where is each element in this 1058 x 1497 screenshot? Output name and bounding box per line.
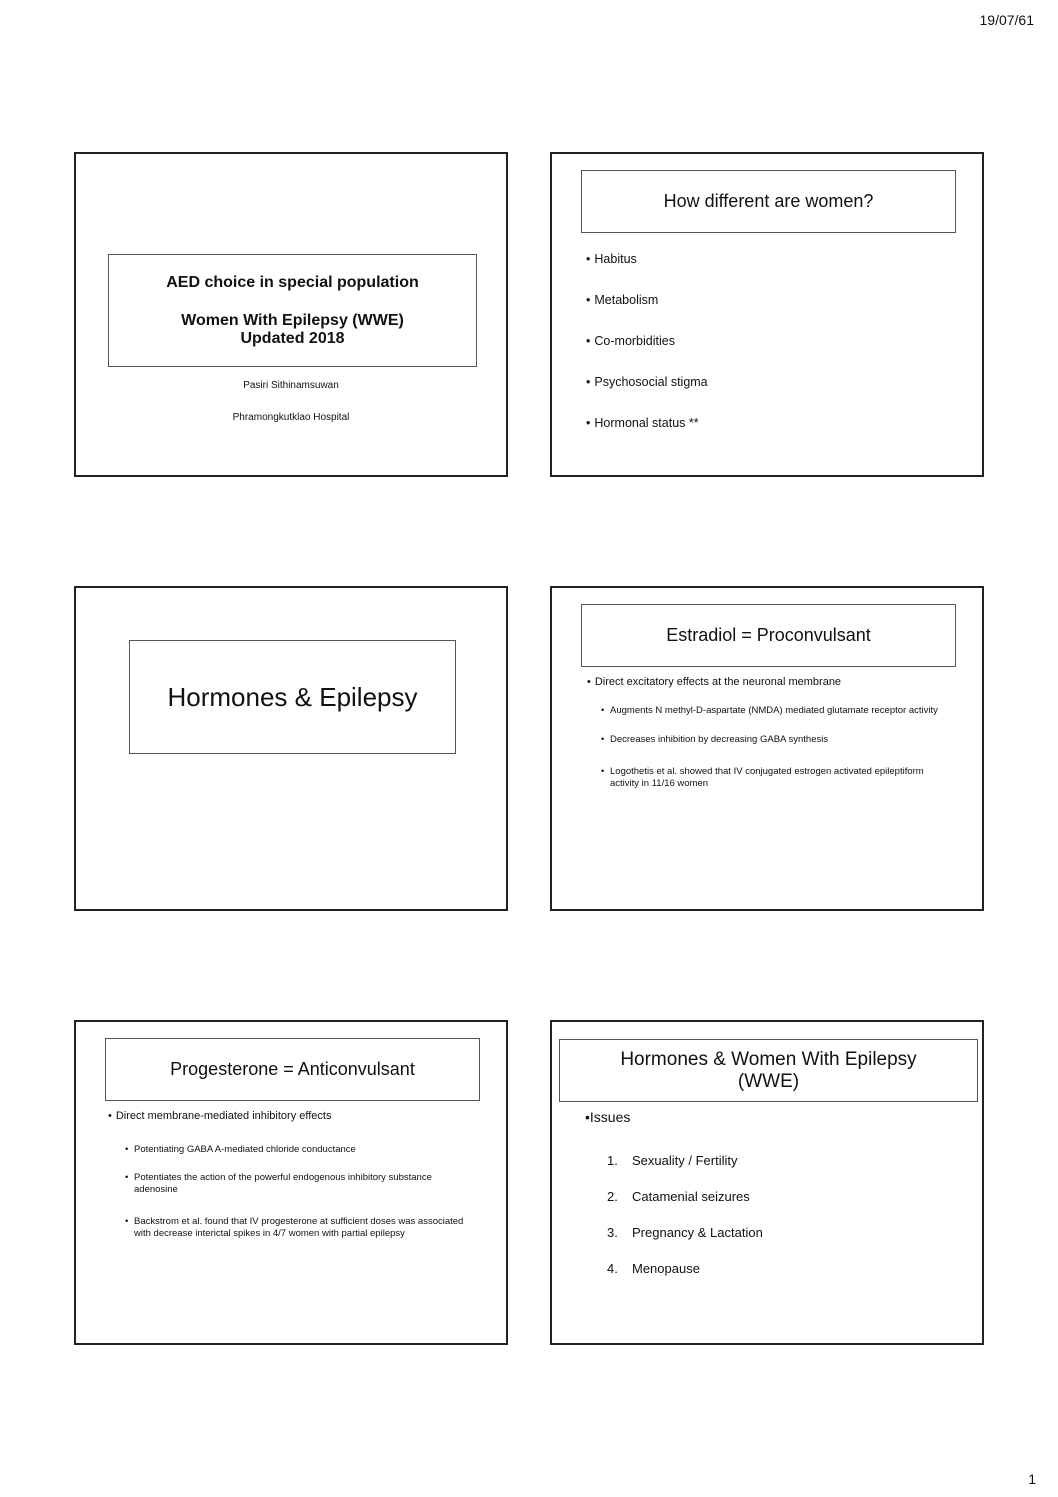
item-text: Sexuality / Fertility <box>632 1153 738 1168</box>
slide-5-sub-bullet: • Potentiates the action of the powerful endogenous inhibitory substance adenosine <box>134 1172 464 1196</box>
item-text: Pregnancy & Lactation <box>632 1225 763 1240</box>
list-item: • Habitus <box>586 252 637 266</box>
slide-4 <box>550 586 984 911</box>
slide-3-title-box <box>129 640 456 754</box>
slide-4-title-box <box>581 604 956 667</box>
slide-1-title: AED choice in special population <box>166 273 419 291</box>
list-item <box>607 1153 737 1168</box>
list-item: • Hormonal status ** <box>586 416 699 430</box>
list-item <box>607 1261 700 1276</box>
list-item: • Co-morbidities <box>586 334 675 348</box>
slide-1-author: Pasiri Sithinamsuwan <box>243 380 339 391</box>
slide-6-title-box <box>559 1039 978 1102</box>
slide-4-sub-bullet: • Augments N methyl-D-aspartate (NMDA) mediated glutamate receptor activity <box>610 705 970 717</box>
item-text: Menopause <box>632 1261 700 1276</box>
item-number: 2. <box>607 1189 618 1204</box>
slide-6-bullet <box>585 1109 630 1125</box>
slide-2-title: How different are women? <box>663 191 874 211</box>
slide-5-bullet: • Direct membrane-mediated inhibitory effects <box>108 1110 331 1122</box>
list-item <box>607 1189 750 1204</box>
slide-3 <box>74 586 508 911</box>
page-date: 19/07/61 <box>979 12 1034 28</box>
slide-6 <box>550 1020 984 1345</box>
slide-4-sub-bullet: • Decreases inhibition by decreasing GABA synthesis <box>610 734 970 746</box>
slide-4-sub-bullet: • Logothetis et al. showed that IV conjugated estrogen activated epileptiform activity in 11/16 women <box>610 766 950 790</box>
slide-2 <box>550 152 984 477</box>
slide-1-subtitle-line1: Women With Epilepsy (WWE) <box>181 311 404 329</box>
slide-5-sub-bullet: • Potentiating GABA A-mediated chloride conductance <box>134 1144 494 1156</box>
item-number: 3. <box>607 1225 618 1240</box>
slide-2-title-box <box>581 170 956 233</box>
slide-5-title-box <box>105 1038 480 1101</box>
bullet-glyph: • <box>585 1109 590 1125</box>
slide-4-bullet: • Direct excitatory effects at the neuronal membrane <box>587 676 841 688</box>
slide-6-bullet-text: Issues <box>589 1109 631 1125</box>
slide-1-institution: Phramongkutklao Hospital <box>232 412 350 423</box>
slide-5-sub-bullet: • Backstrom et al. found that IV progesterone at sufficient doses was associated with decrease interictal spikes in 4/7 women with partial epilepsy <box>134 1216 479 1240</box>
slide-5-title: Progesterone = Anticonvulsant <box>170 1059 415 1079</box>
page-number: 1 <box>1028 1471 1036 1487</box>
item-number: 1. <box>607 1153 618 1168</box>
list-item <box>607 1225 763 1240</box>
slide-1-title-box <box>108 254 477 367</box>
slide-1-subtitle-line2: Updated 2018 <box>240 329 345 347</box>
slide-6-title: Hormones & Women With Epilepsy (WWE) <box>620 1048 917 1092</box>
item-text: Catamenial seizures <box>632 1189 750 1204</box>
slide-5 <box>74 1020 508 1345</box>
item-number: 4. <box>607 1261 618 1276</box>
list-item: • Psychosocial stigma <box>586 375 708 389</box>
slide-1 <box>74 152 508 477</box>
slide-3-title: Hormones & Epilepsy <box>167 681 418 712</box>
slide-4-title: Estradiol = Proconvulsant <box>666 625 871 645</box>
list-item: • Metabolism <box>586 293 658 307</box>
